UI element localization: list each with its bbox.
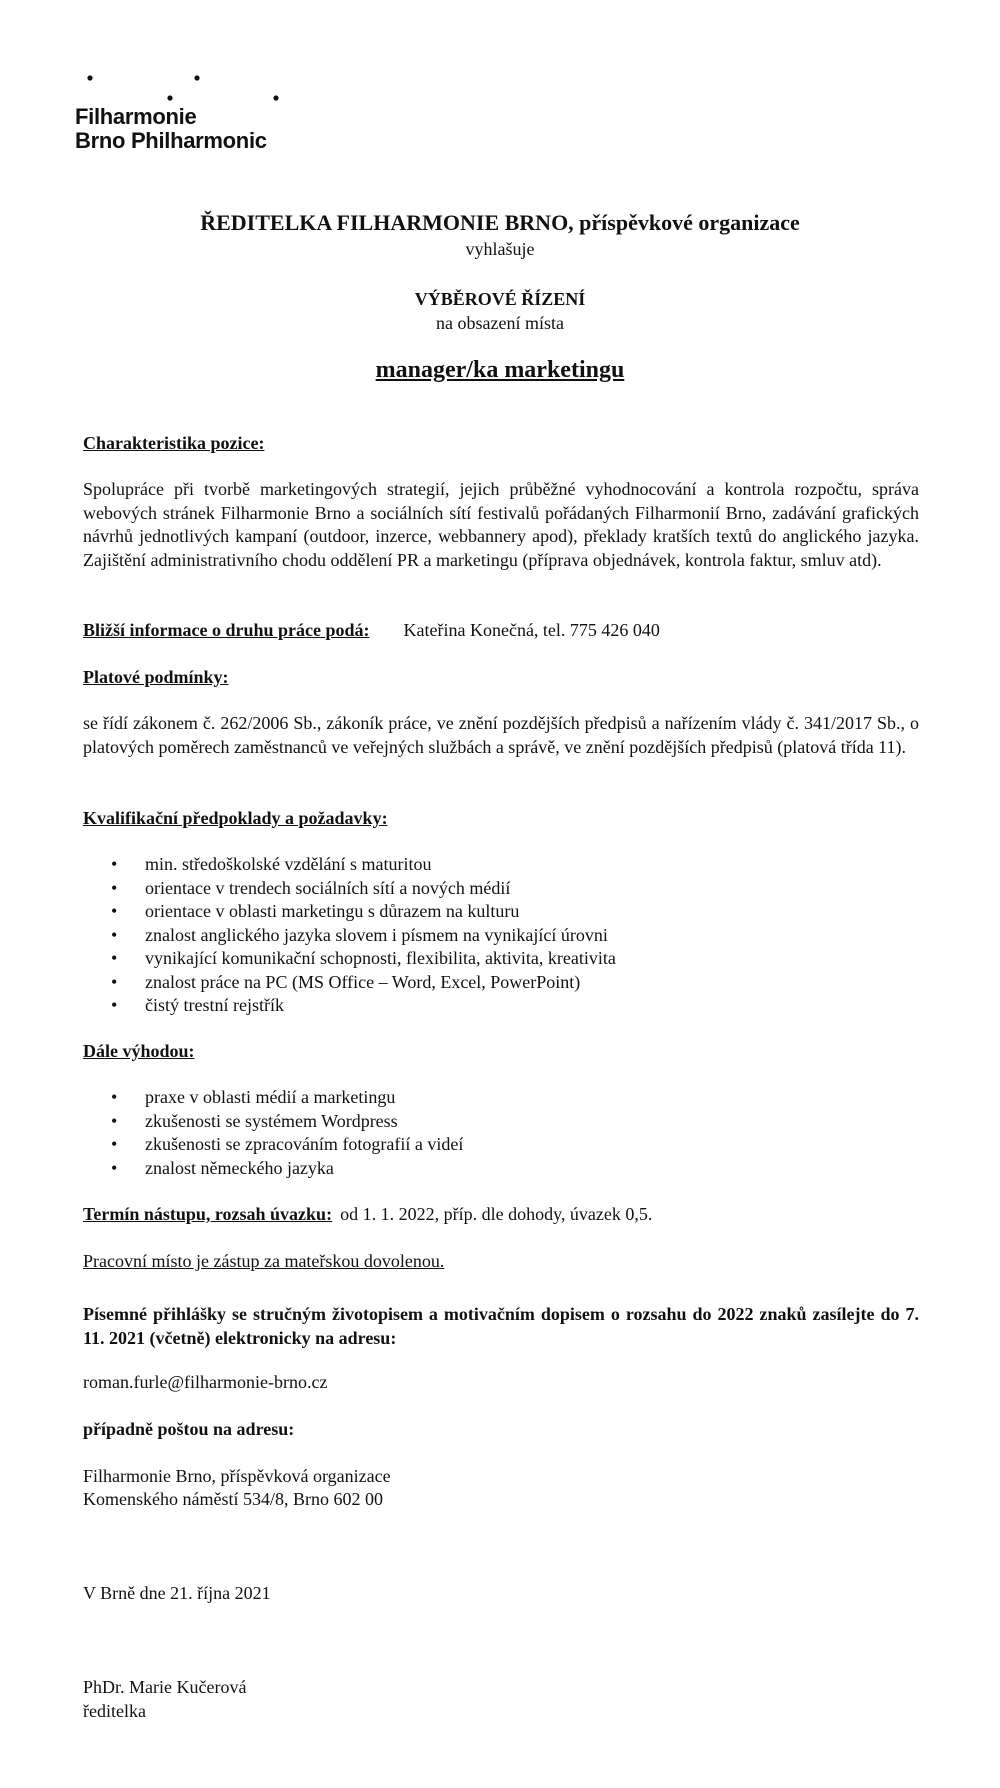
qualifications-list <box>83 853 616 1018</box>
contact-info-value: Kateřina Konečná, tel. 775 426 040 <box>403 620 660 640</box>
list-item: • znalost německého jazyka <box>83 1157 463 1181</box>
list-item: • znalost práce na PC (MS Office – Word, Excel, PowerPoint) <box>83 971 616 995</box>
list-item: • zkušenosti se zpracováním fotografií a videí <box>83 1133 463 1157</box>
contact-info-heading: Bližší informace o druhu práce podá: <box>83 620 370 640</box>
document-title: ŘEDITELKA FILHARMONIE BRNO, příspěvkové organizace <box>200 210 800 235</box>
address-line2: Komenského náměstí 534/8, Brno 602 00 <box>83 1489 383 1509</box>
advantages-list <box>83 1086 463 1180</box>
application-text: Písemné přihlášky se stručným životopisem a motivačním dopisem o rozsahu do 2022 znaků zasílejte do 7. 11. 2021 (včetně) elektronicky na adresu: <box>83 1304 919 1348</box>
list-item: • orientace v oblasti marketingu s důrazem na kulturu <box>83 900 616 924</box>
date-line: V Brně dne 21. října 2021 <box>83 1583 271 1603</box>
qualifications-heading: Kvalifikační předpoklady a požadavky: <box>83 808 388 828</box>
logo-text-line2: Brno Philharmonic <box>75 128 267 153</box>
logo-dots-icon <box>75 70 295 106</box>
list-item: • zkušenosti se systémem Wordpress <box>83 1110 463 1134</box>
list-item: • praxe v oblasti médií a marketingu <box>83 1086 463 1110</box>
logo <box>75 70 315 160</box>
list-item: • znalost anglického jazyka slovem i písmem na vynikající úrovni <box>83 924 616 948</box>
start-row <box>83 1203 919 1227</box>
maternity-note: Pracovní místo je zástup za mateřskou dovolenou. <box>83 1251 445 1271</box>
list-item: • vynikající komunikační schopnosti, flexibilita, aktivita, kreativita <box>83 947 616 971</box>
position-title: manager/ka marketingu <box>375 357 625 383</box>
signature-name: PhDr. Marie Kučerová <box>83 1677 247 1697</box>
salary-text: se řídí zákonem č. 262/2006 Sb., zákoník práce, ve znění pozdějších předpisů a nařízením vlády č. 341/2017 Sb., o platových poměrech zaměstnanců ve veřejných službách a správě, ve znění pozdějších předpisů (platová třída 11). <box>83 713 919 757</box>
advantages-heading: Dále výhodou: <box>83 1041 195 1061</box>
competition-title: VÝBĚROVÉ ŘÍZENÍ <box>414 289 586 309</box>
list-item: • orientace v trendech sociálních sítí a nových médií <box>83 877 616 901</box>
start-value: od 1. 1. 2022, příp. dle dohody, úvazek 0,5. <box>340 1204 653 1224</box>
contact-info-row <box>83 619 919 643</box>
application-email: roman.furle@filharmonie-brno.cz <box>83 1372 328 1392</box>
list-item: • min. středoškolské vzdělání s maturitou <box>83 853 616 877</box>
signature-role: ředitelka <box>83 1701 146 1721</box>
list-item: • čistý trestní rejstřík <box>83 994 616 1018</box>
for-position-text: na obsazení místa <box>436 313 564 333</box>
salary-heading: Platové podmínky: <box>83 667 229 687</box>
logo-text-line1: Filharmonie <box>75 104 197 129</box>
characteristics-heading: Charakteristika pozice: <box>83 433 265 453</box>
characteristics-text: Spolupráce při tvorbě marketingových strategií, jejich průběžné vyhodnocování a kontrola rozpočtu, správa webových stránek Filharmonie Brno a sociálních sítí festivalů pořádaných Filharmonií Brno, zadávání grafických návrhů jednotlivých kampaní (outdoor, inzerce, webbannery apod), překlady kratších textů do anglického jazyka. Zajištění administrativního chodu oddělení PR a marketingu (příprava objednávek, kontrola faktur, smluv atd). <box>83 479 919 570</box>
start-heading: Termín nástupu, rozsah úvazku: <box>83 1204 333 1224</box>
post-heading: případně poštou na adresu: <box>83 1419 295 1439</box>
announces-text: vyhlašuje <box>465 239 535 259</box>
address-line1: Filharmonie Brno, příspěvková organizace <box>83 1466 391 1486</box>
